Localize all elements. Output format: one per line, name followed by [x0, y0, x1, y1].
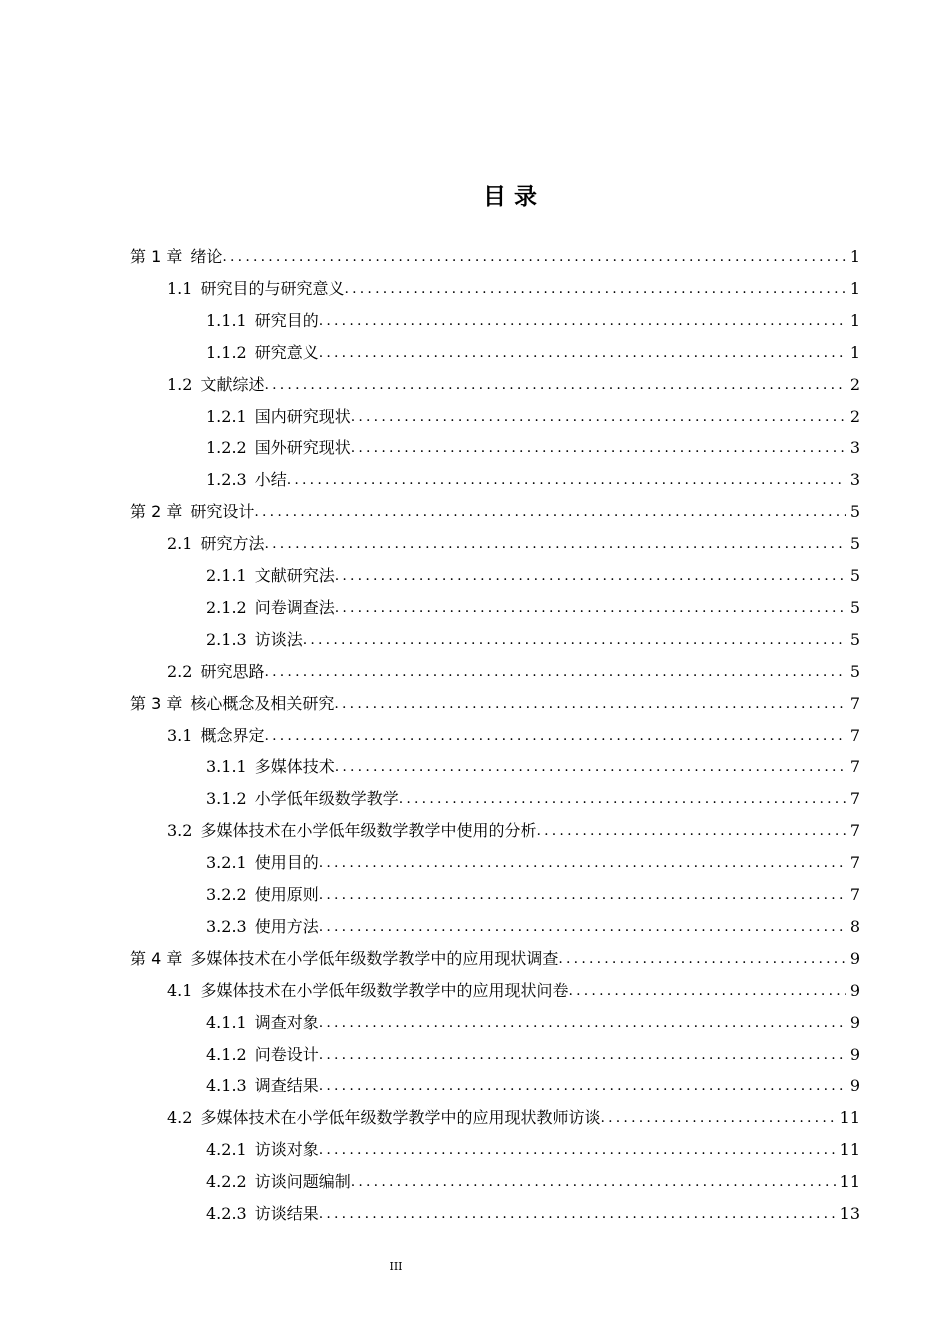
- toc-entry-number: 第 3 章: [130, 693, 183, 713]
- toc-dot-leader: [344, 274, 845, 304]
- toc-dot-leader: [351, 402, 846, 432]
- toc-entry-number: 第 4 章: [130, 948, 183, 968]
- toc-entry-page: 7: [849, 757, 860, 777]
- toc-dot-leader: [264, 721, 845, 751]
- toc-entry-page: 1: [849, 310, 860, 330]
- toc-dot-leader: [264, 657, 845, 687]
- toc-entry[interactable]: [206, 912, 860, 942]
- toc-entry[interactable]: [206, 1071, 860, 1101]
- toc-entry[interactable]: [206, 1135, 860, 1165]
- toc-entry-page: 11: [839, 1140, 860, 1160]
- toc-entry-number: 3.2: [167, 821, 193, 841]
- toc-dot-leader: [319, 848, 846, 878]
- toc-dot-leader: [351, 433, 846, 463]
- toc-entry-number: 2.1.1: [206, 566, 247, 585]
- toc-entry-page: 7: [849, 853, 860, 873]
- toc-dot-leader: [319, 1199, 836, 1229]
- toc-entry[interactable]: [206, 880, 860, 910]
- toc-entry-title: 访谈问题编制: [254, 1172, 351, 1192]
- toc-entry[interactable]: [167, 816, 860, 846]
- toc-entry[interactable]: [206, 465, 860, 495]
- toc-entry[interactable]: [167, 529, 860, 559]
- page-number: III: [389, 1260, 403, 1273]
- toc-entry-page: 7: [849, 693, 860, 713]
- toc-entry-title: 使用原则: [254, 885, 319, 904]
- toc-entry-page: 11: [839, 1172, 860, 1192]
- toc-dot-leader: [558, 944, 845, 974]
- toc-entry-title: 概念界定: [200, 725, 265, 745]
- toc-entry-page: 13: [839, 1204, 860, 1223]
- toc-entry-title: 多媒体技术在小学低年级数学教学中的应用现状问卷: [200, 980, 569, 1000]
- toc-entry-title: 访谈法: [254, 629, 303, 649]
- toc-entry[interactable]: [206, 784, 860, 814]
- toc-entry-page: 11: [839, 1108, 860, 1128]
- toc-entry-number: 2.1.3: [206, 629, 247, 649]
- toc-entry[interactable]: [206, 561, 860, 591]
- toc-dot-leader: [334, 689, 845, 719]
- toc-entry-page: 5: [849, 629, 860, 649]
- toc-entry-title: 小结: [254, 470, 287, 490]
- toc-entry-title: 使用目的: [254, 853, 319, 873]
- toc-entry-title: 研究目的: [254, 310, 319, 330]
- toc-dot-leader: [335, 593, 846, 623]
- toc-entry[interactable]: [130, 944, 860, 974]
- toc-entry[interactable]: [130, 497, 860, 527]
- toc-entry-number: 4.1.3: [206, 1076, 247, 1096]
- toc-entry-number: 4.1.1: [206, 1012, 247, 1032]
- toc-entry[interactable]: [167, 274, 860, 304]
- toc-entry-title: 多媒体技术在小学低年级数学教学中的应用现状调查: [190, 948, 559, 968]
- toc-entry[interactable]: [130, 242, 860, 272]
- toc-entry-number: 4.1.2: [206, 1044, 247, 1064]
- toc-entry-title: 核心概念及相关研究: [190, 693, 335, 713]
- toc-entry-page: 9: [849, 1076, 860, 1096]
- toc-entry-page: 3: [849, 438, 860, 458]
- toc-dot-leader: [222, 242, 845, 272]
- toc-entry-page: 1: [849, 278, 860, 298]
- toc-entry-page: 5: [849, 502, 860, 522]
- toc-entry[interactable]: [206, 625, 860, 655]
- toc-entry-title: 研究目的与研究意义: [200, 278, 345, 298]
- toc-entry-title: 研究设计: [190, 502, 255, 522]
- toc-entry-number: 2.2: [167, 661, 193, 681]
- toc-entry-title: 研究思路: [200, 661, 265, 681]
- toc-entry[interactable]: [206, 338, 860, 368]
- toc-entry-page: 1: [849, 247, 860, 266]
- toc-dot-leader: [319, 1071, 846, 1101]
- toc-entry-title: 调查对象: [254, 1012, 319, 1032]
- toc-entry-page: 7: [849, 821, 860, 841]
- toc-entry-number: 2.1: [167, 534, 193, 554]
- toc-dot-leader: [319, 912, 846, 942]
- toc-entry-page: 5: [849, 566, 860, 585]
- toc-entry-title: 绪论: [190, 247, 223, 266]
- toc-entry-title: 调查结果: [254, 1076, 319, 1096]
- toc-entry-page: 2: [849, 406, 860, 426]
- toc-entry-page: 5: [849, 534, 860, 554]
- toc-entry-number: 3.1: [167, 725, 193, 745]
- toc-entry-page: 9: [849, 1012, 860, 1032]
- toc-dot-leader: [319, 338, 846, 368]
- toc-dot-leader: [319, 1135, 836, 1165]
- toc-dot-leader: [335, 561, 846, 591]
- toc-entry[interactable]: [167, 976, 860, 1006]
- toc-entry-title: 多媒体技术: [254, 757, 335, 777]
- toc-entry-page: 5: [849, 597, 860, 617]
- toc-entry-page: 7: [849, 789, 860, 809]
- toc-entry-page: 8: [849, 916, 860, 936]
- toc-entry[interactable]: [167, 1103, 860, 1133]
- toc-entry-number: 3.2.1: [206, 853, 247, 873]
- toc-dot-leader: [319, 880, 846, 910]
- toc-entry-title: 多媒体技术在小学低年级数学教学中使用的分析: [200, 821, 537, 841]
- toc-entry-number: 4.2.3: [206, 1204, 247, 1223]
- toc-entry-title: 访谈对象: [254, 1140, 319, 1160]
- toc-entry-number: 第 2 章: [130, 502, 183, 522]
- toc-dot-leader: [254, 497, 845, 527]
- toc-entry-number: 1.1.2: [206, 342, 247, 362]
- toc-entry-number: 2.1.2: [206, 597, 247, 617]
- toc-entry[interactable]: [206, 1040, 860, 1070]
- toc-entry-number: 1.1: [167, 278, 193, 298]
- toc-entry-title: 小学低年级数学教学: [254, 789, 399, 809]
- toc-dot-leader: [264, 370, 845, 400]
- toc-dot-leader: [303, 625, 846, 655]
- toc-entry[interactable]: [206, 593, 860, 623]
- toc-dot-leader: [319, 1008, 846, 1038]
- toc-entry-title: 使用方法: [254, 916, 319, 936]
- toc-entry-number: 4.2: [167, 1108, 193, 1128]
- toc-entry[interactable]: [206, 433, 860, 463]
- toc-dot-leader: [600, 1103, 835, 1133]
- toc-entry-title: 文献研究法: [254, 566, 335, 585]
- toc-entry[interactable]: [130, 689, 860, 719]
- toc-entry-page: 9: [849, 980, 860, 1000]
- toc-entry[interactable]: [206, 306, 860, 336]
- toc-entry-page: 3: [849, 470, 860, 490]
- toc-entry-number: 1.2: [167, 374, 193, 394]
- toc-entry-page: 2: [849, 374, 860, 394]
- toc-dot-leader: [335, 752, 846, 782]
- toc-entry-number: 3.2.2: [206, 885, 247, 904]
- toc-entry-page: 9: [849, 948, 860, 968]
- toc-entry-number: 3.1.1: [206, 757, 247, 777]
- toc-entry-number: 3.2.3: [206, 916, 247, 936]
- toc-dot-leader: [351, 1167, 836, 1197]
- toc-entry[interactable]: [206, 1008, 860, 1038]
- toc-entry-page: 5: [849, 661, 860, 681]
- toc-dot-leader: [319, 306, 846, 336]
- toc-entry[interactable]: [167, 721, 860, 751]
- toc-entry[interactable]: [206, 1167, 860, 1197]
- toc-entry[interactable]: [206, 752, 860, 782]
- toc-entry-title: 研究意义: [254, 342, 319, 362]
- toc-entry-title: 国外研究现状: [254, 438, 351, 458]
- toc-dot-leader: [287, 465, 846, 495]
- toc-entry-page: 7: [849, 885, 860, 904]
- toc-entry-title: 访谈结果: [254, 1204, 319, 1223]
- toc-entry[interactable]: [167, 370, 860, 400]
- toc-entry[interactable]: [206, 1199, 860, 1229]
- toc-entry-title: 文献综述: [200, 374, 265, 394]
- toc-dot-leader: [319, 1040, 846, 1070]
- toc-entry-title: 国内研究现状: [254, 406, 351, 426]
- toc-entry[interactable]: [167, 657, 860, 687]
- toc-entry-page: 1: [849, 342, 860, 362]
- toc-entry-title: 问卷调查法: [254, 597, 335, 617]
- toc-dot-leader: [536, 816, 845, 846]
- toc-entry-number: 4.1: [167, 980, 193, 1000]
- toc-entry-number: 1.2.1: [206, 406, 247, 426]
- toc-entry-title: 问卷设计: [254, 1044, 319, 1064]
- toc-entry-number: 4.2.2: [206, 1172, 247, 1192]
- toc-entry[interactable]: [206, 402, 860, 432]
- toc-entry-number: 4.2.1: [206, 1140, 247, 1160]
- toc-entry-page: 9: [849, 1044, 860, 1064]
- toc-entry-title: 研究方法: [200, 534, 265, 554]
- toc-entry[interactable]: [206, 848, 860, 878]
- toc-dot-leader: [399, 784, 846, 814]
- toc-entry-number: 第 1 章: [130, 247, 183, 266]
- toc-entry-number: 3.1.2: [206, 789, 247, 809]
- toc-entry-page: 7: [849, 725, 860, 745]
- toc-entry-number: 1.2.2: [206, 438, 247, 458]
- page-title: 目 录: [482, 184, 537, 210]
- toc-dot-leader: [264, 529, 845, 559]
- toc-dot-leader: [568, 976, 845, 1006]
- toc-entry-number: 1.2.3: [206, 470, 247, 490]
- toc-entry-title: 多媒体技术在小学低年级数学教学中的应用现状教师访谈: [200, 1108, 601, 1128]
- toc-entry-number: 1.1.1: [206, 310, 247, 330]
